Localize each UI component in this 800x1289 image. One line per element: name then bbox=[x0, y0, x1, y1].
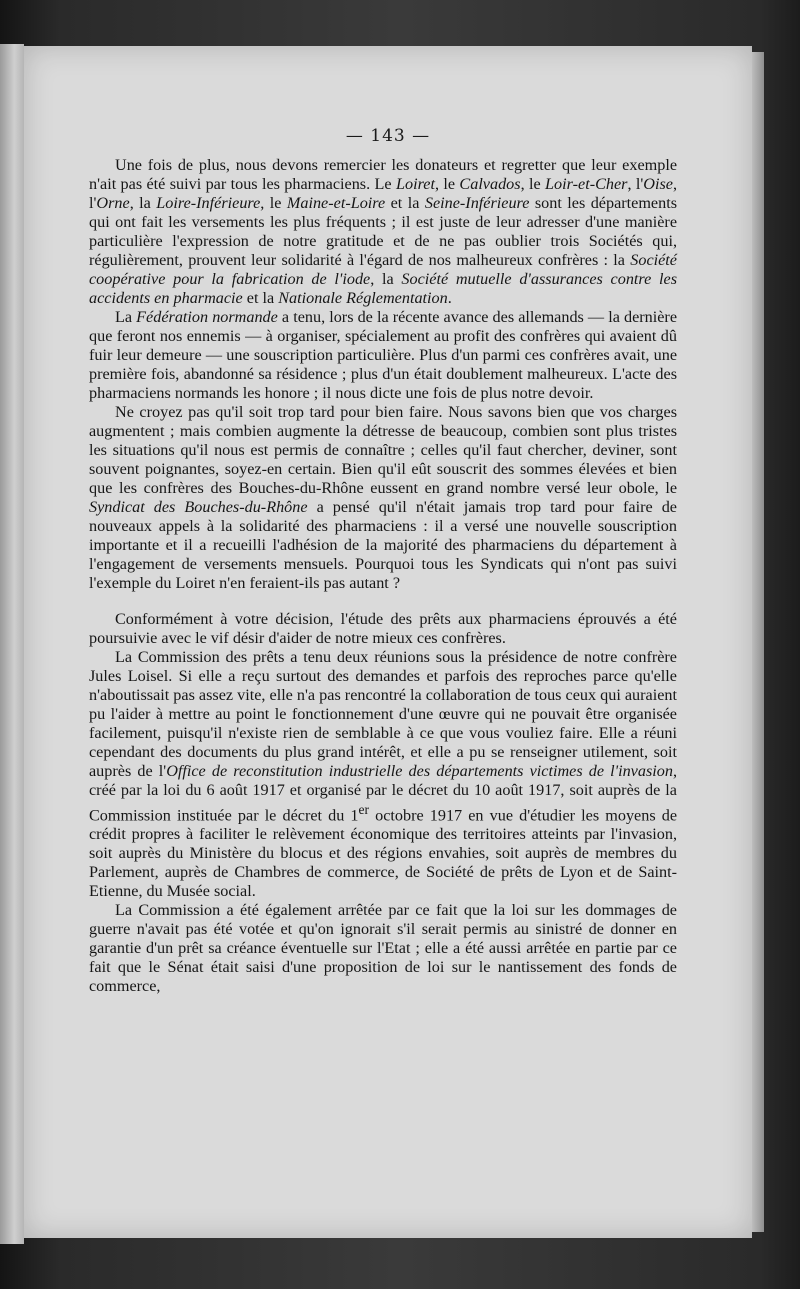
paragraph-donateurs: Une fois de plus, nous devons remercier les donateurs et regretter que leur exemple n'ait pas été suivi par tous les pharmaciens. Le Loiret, le Calvados, le Loir-et-Cher, l'Oise, l'Orne, la Loire-Inférieure, le Maine-et-Loire et la Seine-Inférieure sont les départements qui ont fait les versements les plus fréquents ; il est juste de leur adresser d'une manière particulière l'expression de notre gratitude et de ne pas oublier trois Sociétés qui, régulièrement, prouvent leur solidarité à l'égard de nos malheureux confrères : la Société coopérative pour la fabrication de l'iode, la Société mutuelle d'assurances contre les accidents en pharmacie et la Nationale Réglementation. bbox=[89, 156, 678, 307]
page-number: — 143 — bbox=[345, 126, 431, 146]
paragraph-etude-prets: Conformément à votre décision, l'étude des prêts aux pharmaciens éprouvés a été poursuivie avec le vif désir d'aider de notre mieux ces confrères. bbox=[89, 610, 677, 647]
paragraph-federation-normande: La Fédération normande a tenu, lors de la récente avance des allemands — la dernière que feront nos ennemis — à organiser, spécialement au profit des confrères qui avaient dû fuir leur demeure — une souscription particulière. Plus d'un parmi ces confrères avait, une première fois, abandonné sa résidence ; plus d'un était doublement malheureux. L'acte des pharmaciens normands les honore ; il nous dicte une fois de plus notre devoir. bbox=[89, 308, 678, 402]
paragraph-commission-prets: La Commission des prêts a tenu deux réunions sous la présidence de notre confrère Jules Loisel. Si elle a reçu surtout des demandes et parfois des reproches parce qu'elle n'aboutissait pas assez vite, elle n'a pas rencontré la collaboration de tous ceux qui auraient pu l'aider à mettre au point le fonctionnement d'une œuvre qui ne pouvait être organisée facilement, puisqu'il n'existe rien de semblable à ce que vous vouliez faire. Elle a réuni cependant des documents du plus grand intérêt, et elle a pu se renseigner utilement, soit auprès de l'Office de reconstitution industrielle des départements victimes de l'invasion, créé par la loi du 6 août 1917 et organisé par le décret du 10 août 1917, soit auprès de la Commission instituée par le décret du 1er octobre 1917 en vue d'étudier les moyens de crédit propres à faciliter le relèvement économique des territoires atteints par l'invasion, soit auprès du Ministère du blocus et des régions envahies, soit auprès de membres du Parlement, auprès de Chambres de commerce, de Société de prêts de Lyon et de Saint-Etienne, du Musée social. bbox=[89, 648, 677, 901]
paragraph-commission-arretee: La Commission a été également arrêtée par ce fait que la loi sur les dommages de guerre n'avait pas été votée et qu'on ignorait s'il serait permis au sinistré de donner en garantie d'un prêt sa créance éventuelle sur l'Etat ; elle a été aussi arrêtée en partie par ce fait que le Sénat était saisi d'une proposition de loi sur le nantissement des fonds de commerce, bbox=[89, 901, 677, 996]
facing-page-edge bbox=[0, 44, 24, 1244]
paragraph-syndicat-bouches-du-rhone: Ne croyez pas qu'il soit trop tard pour bien faire. Nous savons bien que vos charges augmentent ; mais combien augmente la détresse de beaucoup, combien sont plus tristes les situations qu'il nous est permis de connaître ; celles qu'il faut chercher, deviner, sont souvent poignantes, soyez-en certain. Bien qu'il eût souscrit des sommes élevées et bien que les confrères des Bouches-du-Rhône eussent en grand nombre versé leur obole, le Syndicat des Bouches-du-Rhône a pensé qu'il n'était jamais trop tard pour faire de nouveaux appels à la solidarité des pharmaciens : il a versé une nouvelle souscription importante et il a recueilli l'adhésion de la majorité des pharmaciens du département à l'engagement de versements mensuels. Pourquoi tous les Syndicats qui n'ont pas suivi l'exemple du Loiret n'en feraient-ils pas autant ? bbox=[89, 403, 677, 592]
body-text bbox=[89, 156, 677, 996]
page-stack-edge bbox=[752, 52, 764, 1232]
document-page bbox=[24, 46, 752, 1238]
